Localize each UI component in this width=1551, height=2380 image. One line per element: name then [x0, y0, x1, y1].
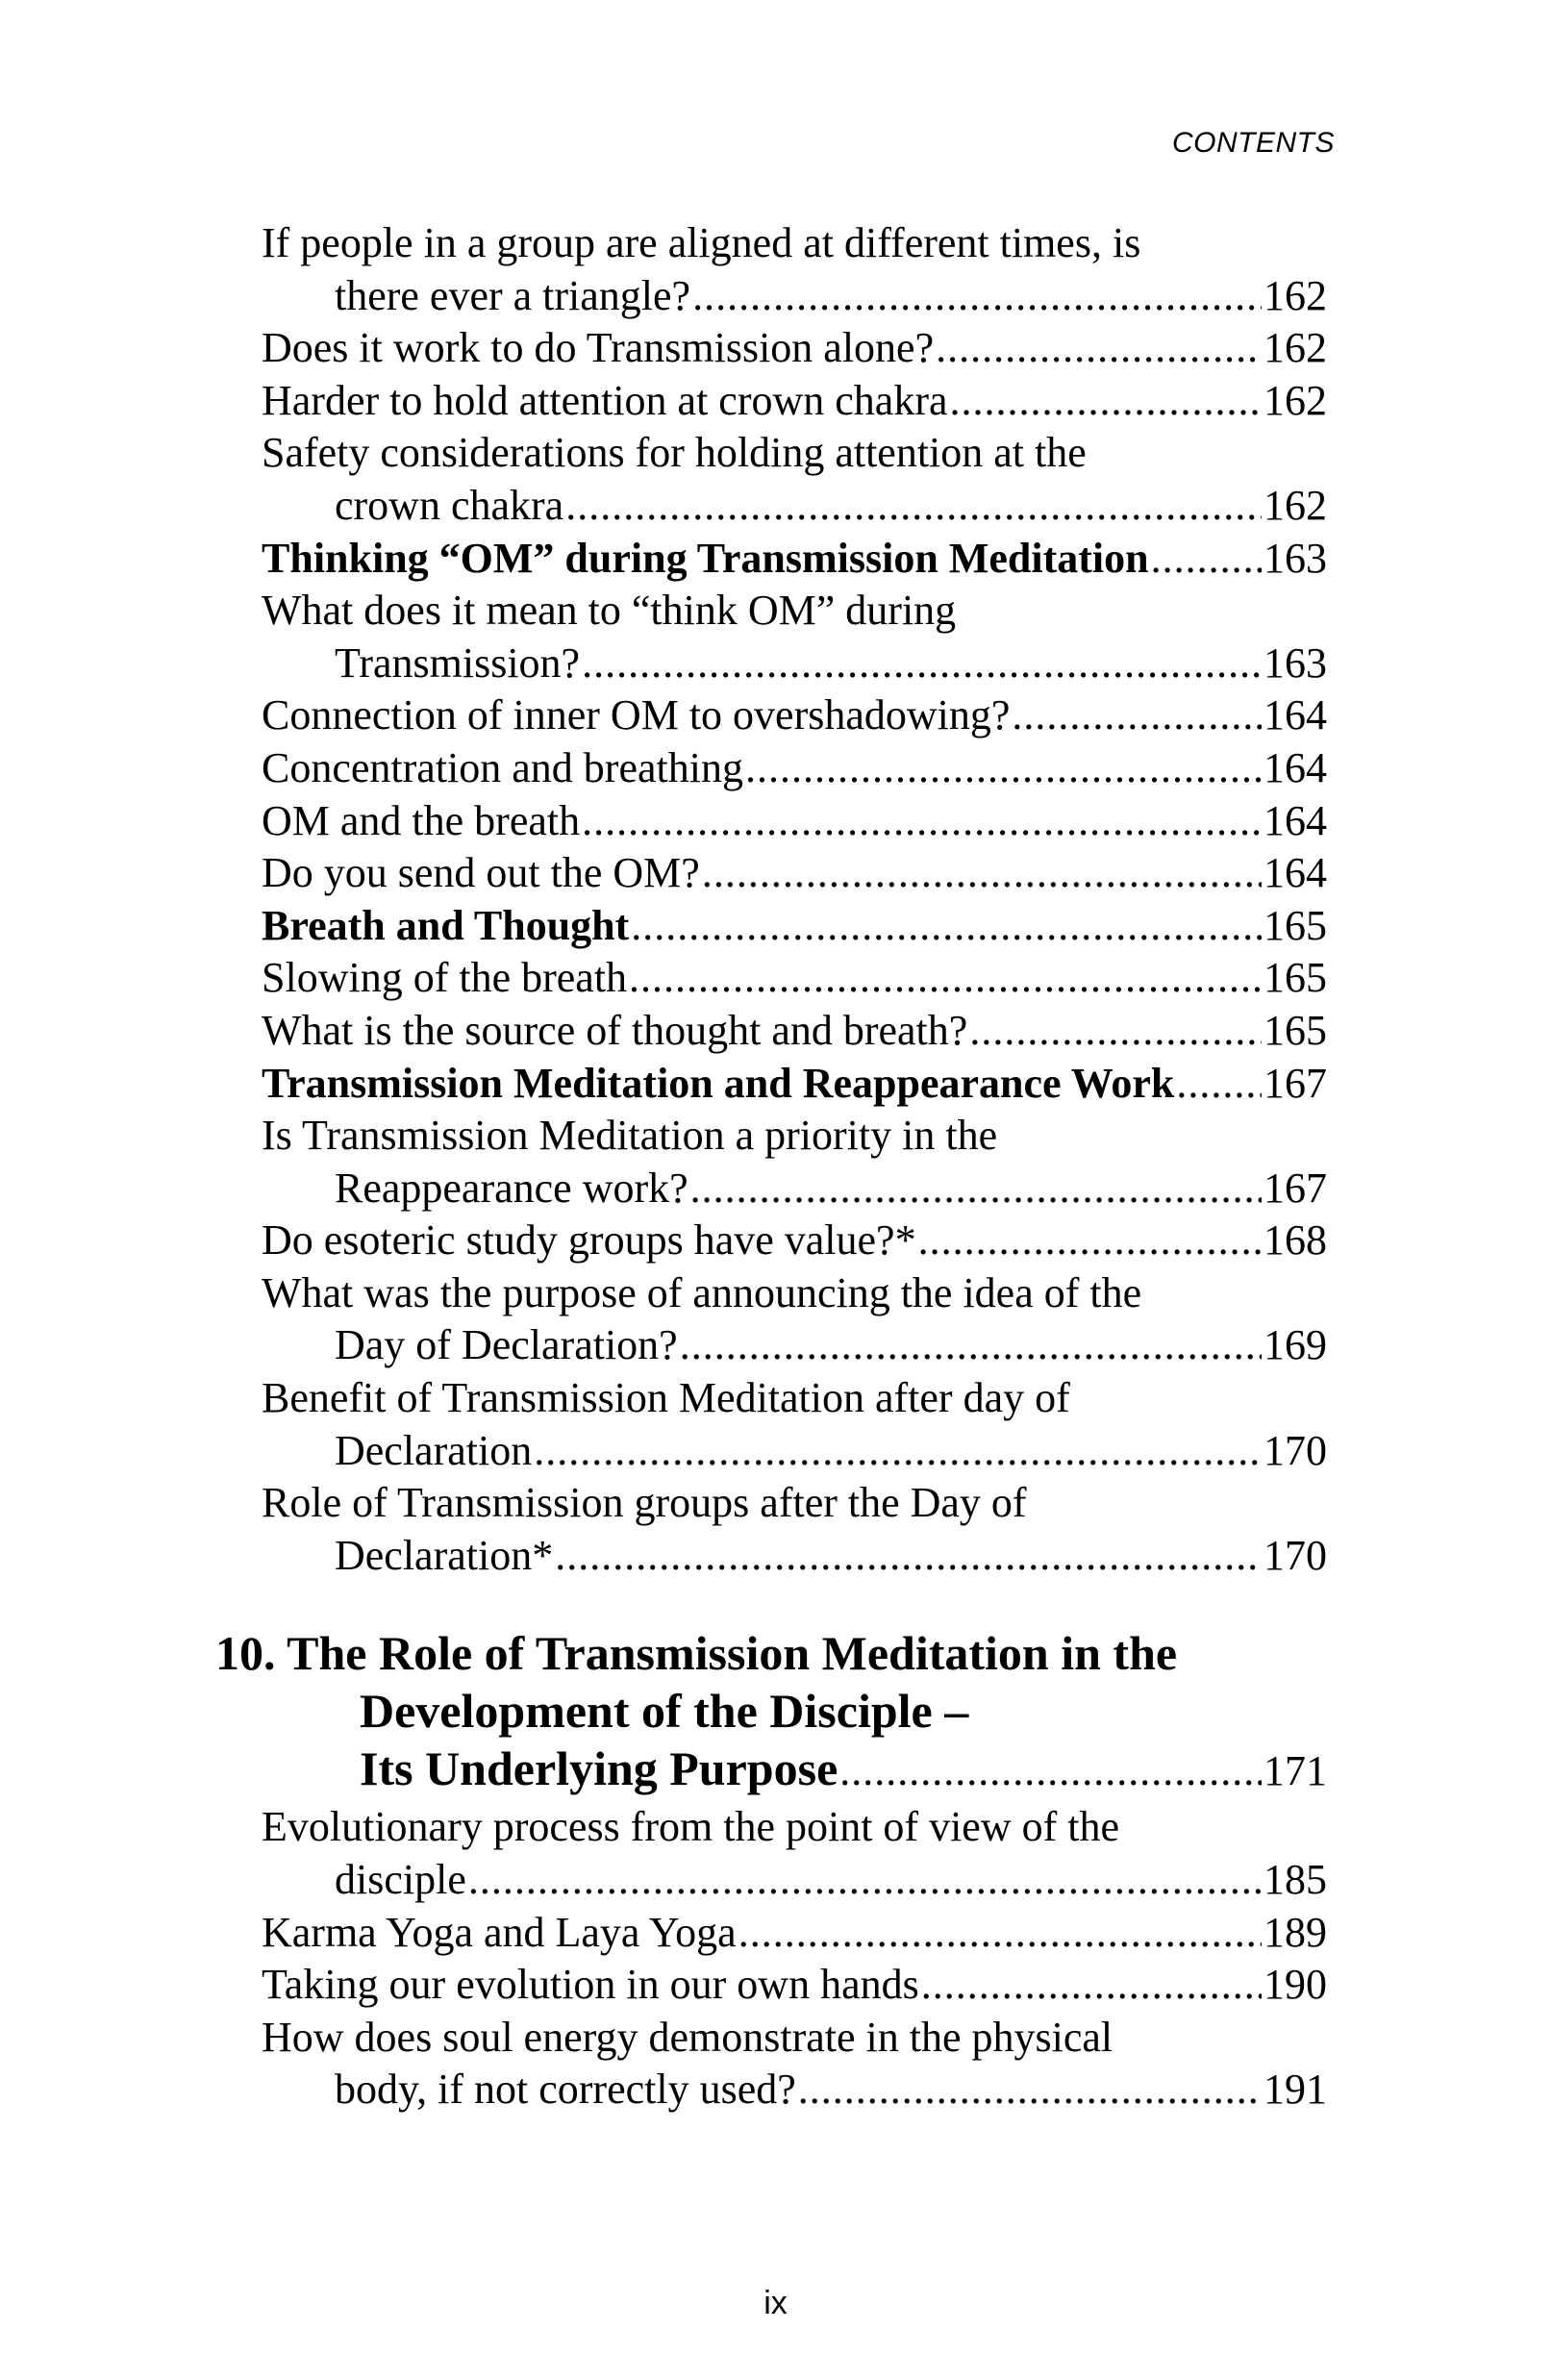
chapter-title-part: The Role of Transmission Meditation in the — [287, 1626, 1178, 1681]
toc-entry-title: Concentration and breathing — [262, 743, 743, 791]
chapter-title-line: Development of the Disciple – — [360, 1684, 969, 1739]
dot-leader — [1151, 533, 1262, 586]
dot-leader — [692, 270, 1262, 323]
dot-leader — [582, 795, 1262, 848]
toc-entry-title: OM and the breath — [262, 796, 581, 844]
chapter-title-line — [215, 1740, 1327, 1797]
toc-entry — [262, 795, 1327, 848]
page-number: ix — [763, 2285, 788, 2321]
toc-entry-title: body, if not correctly used? — [335, 2066, 796, 2114]
toc-entry-line: What does it mean to “think OM” during — [262, 587, 957, 635]
toc-entry — [262, 1425, 1327, 1478]
dot-leader — [631, 900, 1262, 953]
toc-entry-line: Role of Transmission groups after the Day of — [262, 1479, 1027, 1527]
toc-page-number: 164 — [1263, 849, 1327, 897]
chapter-heading — [215, 1624, 1327, 1797]
toc-page-number: 162 — [1263, 376, 1327, 424]
toc-entry-title: disciple — [335, 1856, 466, 1904]
dot-leader — [921, 1959, 1262, 2012]
toc-entry-line: Is Transmission Meditation a priority in the — [262, 1112, 998, 1160]
toc-entry — [262, 742, 1327, 795]
dot-leader — [969, 1005, 1262, 1058]
dot-leader — [950, 375, 1263, 428]
toc-entry-title: Taking our evolution in our own hands — [262, 1961, 919, 2009]
toc-page-number: 167 — [1263, 1059, 1327, 1107]
toc-section-heading — [262, 900, 1327, 953]
dot-leader — [745, 742, 1262, 795]
toc-page-number: 165 — [1263, 954, 1327, 1002]
toc-section-title: Thinking “OM” during Transmission Meditation — [262, 534, 1149, 582]
dot-leader — [918, 1215, 1262, 1267]
toc-page-number: 164 — [1263, 691, 1327, 739]
toc-entry — [262, 638, 1327, 690]
toc-entry — [262, 847, 1327, 900]
toc-entry — [262, 1530, 1327, 1583]
toc-entry — [262, 1215, 1327, 1267]
toc-entry-title: Do you send out the OM? — [262, 849, 700, 897]
toc-page-number: 163 — [1263, 534, 1327, 582]
chapter-title-part: Its Underlying Purpose — [360, 1741, 838, 1796]
toc-entry-title: Do esoteric study groups have value?* — [262, 1216, 916, 1265]
toc-page-number: 169 — [1263, 1321, 1327, 1369]
table-of-contents — [215, 217, 1327, 2117]
dot-leader — [555, 1530, 1262, 1583]
toc-page-number: 167 — [1263, 1164, 1327, 1212]
toc-page-number: 162 — [1263, 271, 1327, 319]
chapter-entries — [262, 1801, 1327, 2117]
toc-entry-title: Connection of inner OM to overshadowing? — [262, 691, 1011, 739]
toc-entry-title: Reappearance work? — [335, 1164, 688, 1212]
dot-leader — [565, 480, 1262, 533]
toc-page-number: 165 — [1263, 901, 1327, 949]
toc-page-number: 191 — [1263, 2066, 1327, 2114]
toc-entry-title: Harder to hold attention at crown chakra — [262, 376, 948, 424]
dot-leader — [936, 322, 1262, 375]
toc-entry-title: Slowing of the breath — [262, 954, 628, 1002]
dot-leader — [1012, 689, 1262, 742]
dot-leader — [839, 1742, 1262, 1800]
dot-leader — [534, 1425, 1262, 1478]
toc-entry-title: Karma Yoga and Laya Yoga — [262, 1908, 737, 1956]
toc-page-number: 164 — [1263, 743, 1327, 791]
toc-entry-title: crown chakra — [335, 481, 564, 529]
dot-leader — [582, 638, 1262, 690]
toc-entry — [262, 1907, 1327, 1960]
dot-leader — [680, 1319, 1262, 1372]
toc-page-number: 170 — [1263, 1426, 1327, 1474]
toc-page-number: 189 — [1263, 1908, 1327, 1956]
toc-entry-title: there ever a triangle? — [335, 271, 691, 319]
toc-entry — [262, 480, 1327, 533]
running-head: CONTENTS — [1172, 127, 1335, 159]
dot-leader — [798, 2064, 1262, 2117]
toc-entry-line: Benefit of Transmission Meditation after day of — [262, 1374, 1070, 1422]
toc-page-number: 165 — [1263, 1006, 1327, 1054]
toc-page-number: 168 — [1263, 1216, 1327, 1265]
toc-section-heading — [262, 1058, 1327, 1111]
toc-entry-title: Declaration* — [335, 1531, 554, 1579]
toc-entry — [262, 952, 1327, 1005]
toc-page-number: 162 — [1263, 324, 1327, 372]
toc-entry-title: Declaration — [335, 1426, 533, 1474]
toc-entry — [262, 2064, 1327, 2117]
toc-page-number: 170 — [1263, 1531, 1327, 1579]
toc-entry — [262, 1319, 1327, 1372]
toc-page-number: 190 — [1263, 1961, 1327, 2009]
toc-entry-line: If people in a group are aligned at different times, is — [262, 219, 1141, 266]
toc-entry — [262, 1854, 1327, 1907]
chapter-title-line — [215, 1624, 1327, 1682]
toc-section-heading — [262, 533, 1327, 586]
toc-entry-line: What was the purpose of announcing the idea of the — [262, 1268, 1142, 1316]
toc-entry-line: How does soul energy demonstrate in the physical — [262, 2013, 1113, 2061]
toc-entry — [262, 375, 1327, 428]
toc-entry — [262, 322, 1327, 375]
dot-leader — [702, 847, 1262, 900]
toc-entry — [262, 1163, 1327, 1215]
dot-leader — [629, 952, 1262, 1005]
chapter-number: 10. — [215, 1626, 276, 1681]
dot-leader — [690, 1163, 1262, 1215]
toc-page-number: 185 — [1263, 1856, 1327, 1904]
toc-section-title: Breath and Thought — [262, 901, 630, 949]
toc-entry-line: Evolutionary process from the point of view of the — [262, 1803, 1120, 1851]
dot-leader — [738, 1907, 1262, 1960]
toc-page-number: 164 — [1263, 796, 1327, 844]
toc-entry — [262, 689, 1327, 742]
toc-page-number: 162 — [1263, 481, 1327, 529]
toc-entry-title: What is the source of thought and breath? — [262, 1006, 968, 1054]
dot-leader — [468, 1854, 1262, 1907]
toc-entry-title: Transmission? — [335, 639, 581, 687]
toc-entry — [262, 1005, 1327, 1058]
toc-page-number: 171 — [1263, 1747, 1327, 1795]
toc-page-number: 163 — [1263, 639, 1327, 687]
toc-entry-title: Day of Declaration? — [335, 1321, 678, 1369]
toc-entry-title: Does it work to do Transmission alone? — [262, 324, 935, 372]
toc-section-title: Transmission Meditation and Reappearance Work — [262, 1059, 1175, 1107]
toc-entry-line: Safety considerations for holding attention at the — [262, 429, 1087, 477]
toc-entry — [262, 270, 1327, 323]
dot-leader — [1176, 1058, 1262, 1111]
toc-entry — [262, 1959, 1327, 2012]
